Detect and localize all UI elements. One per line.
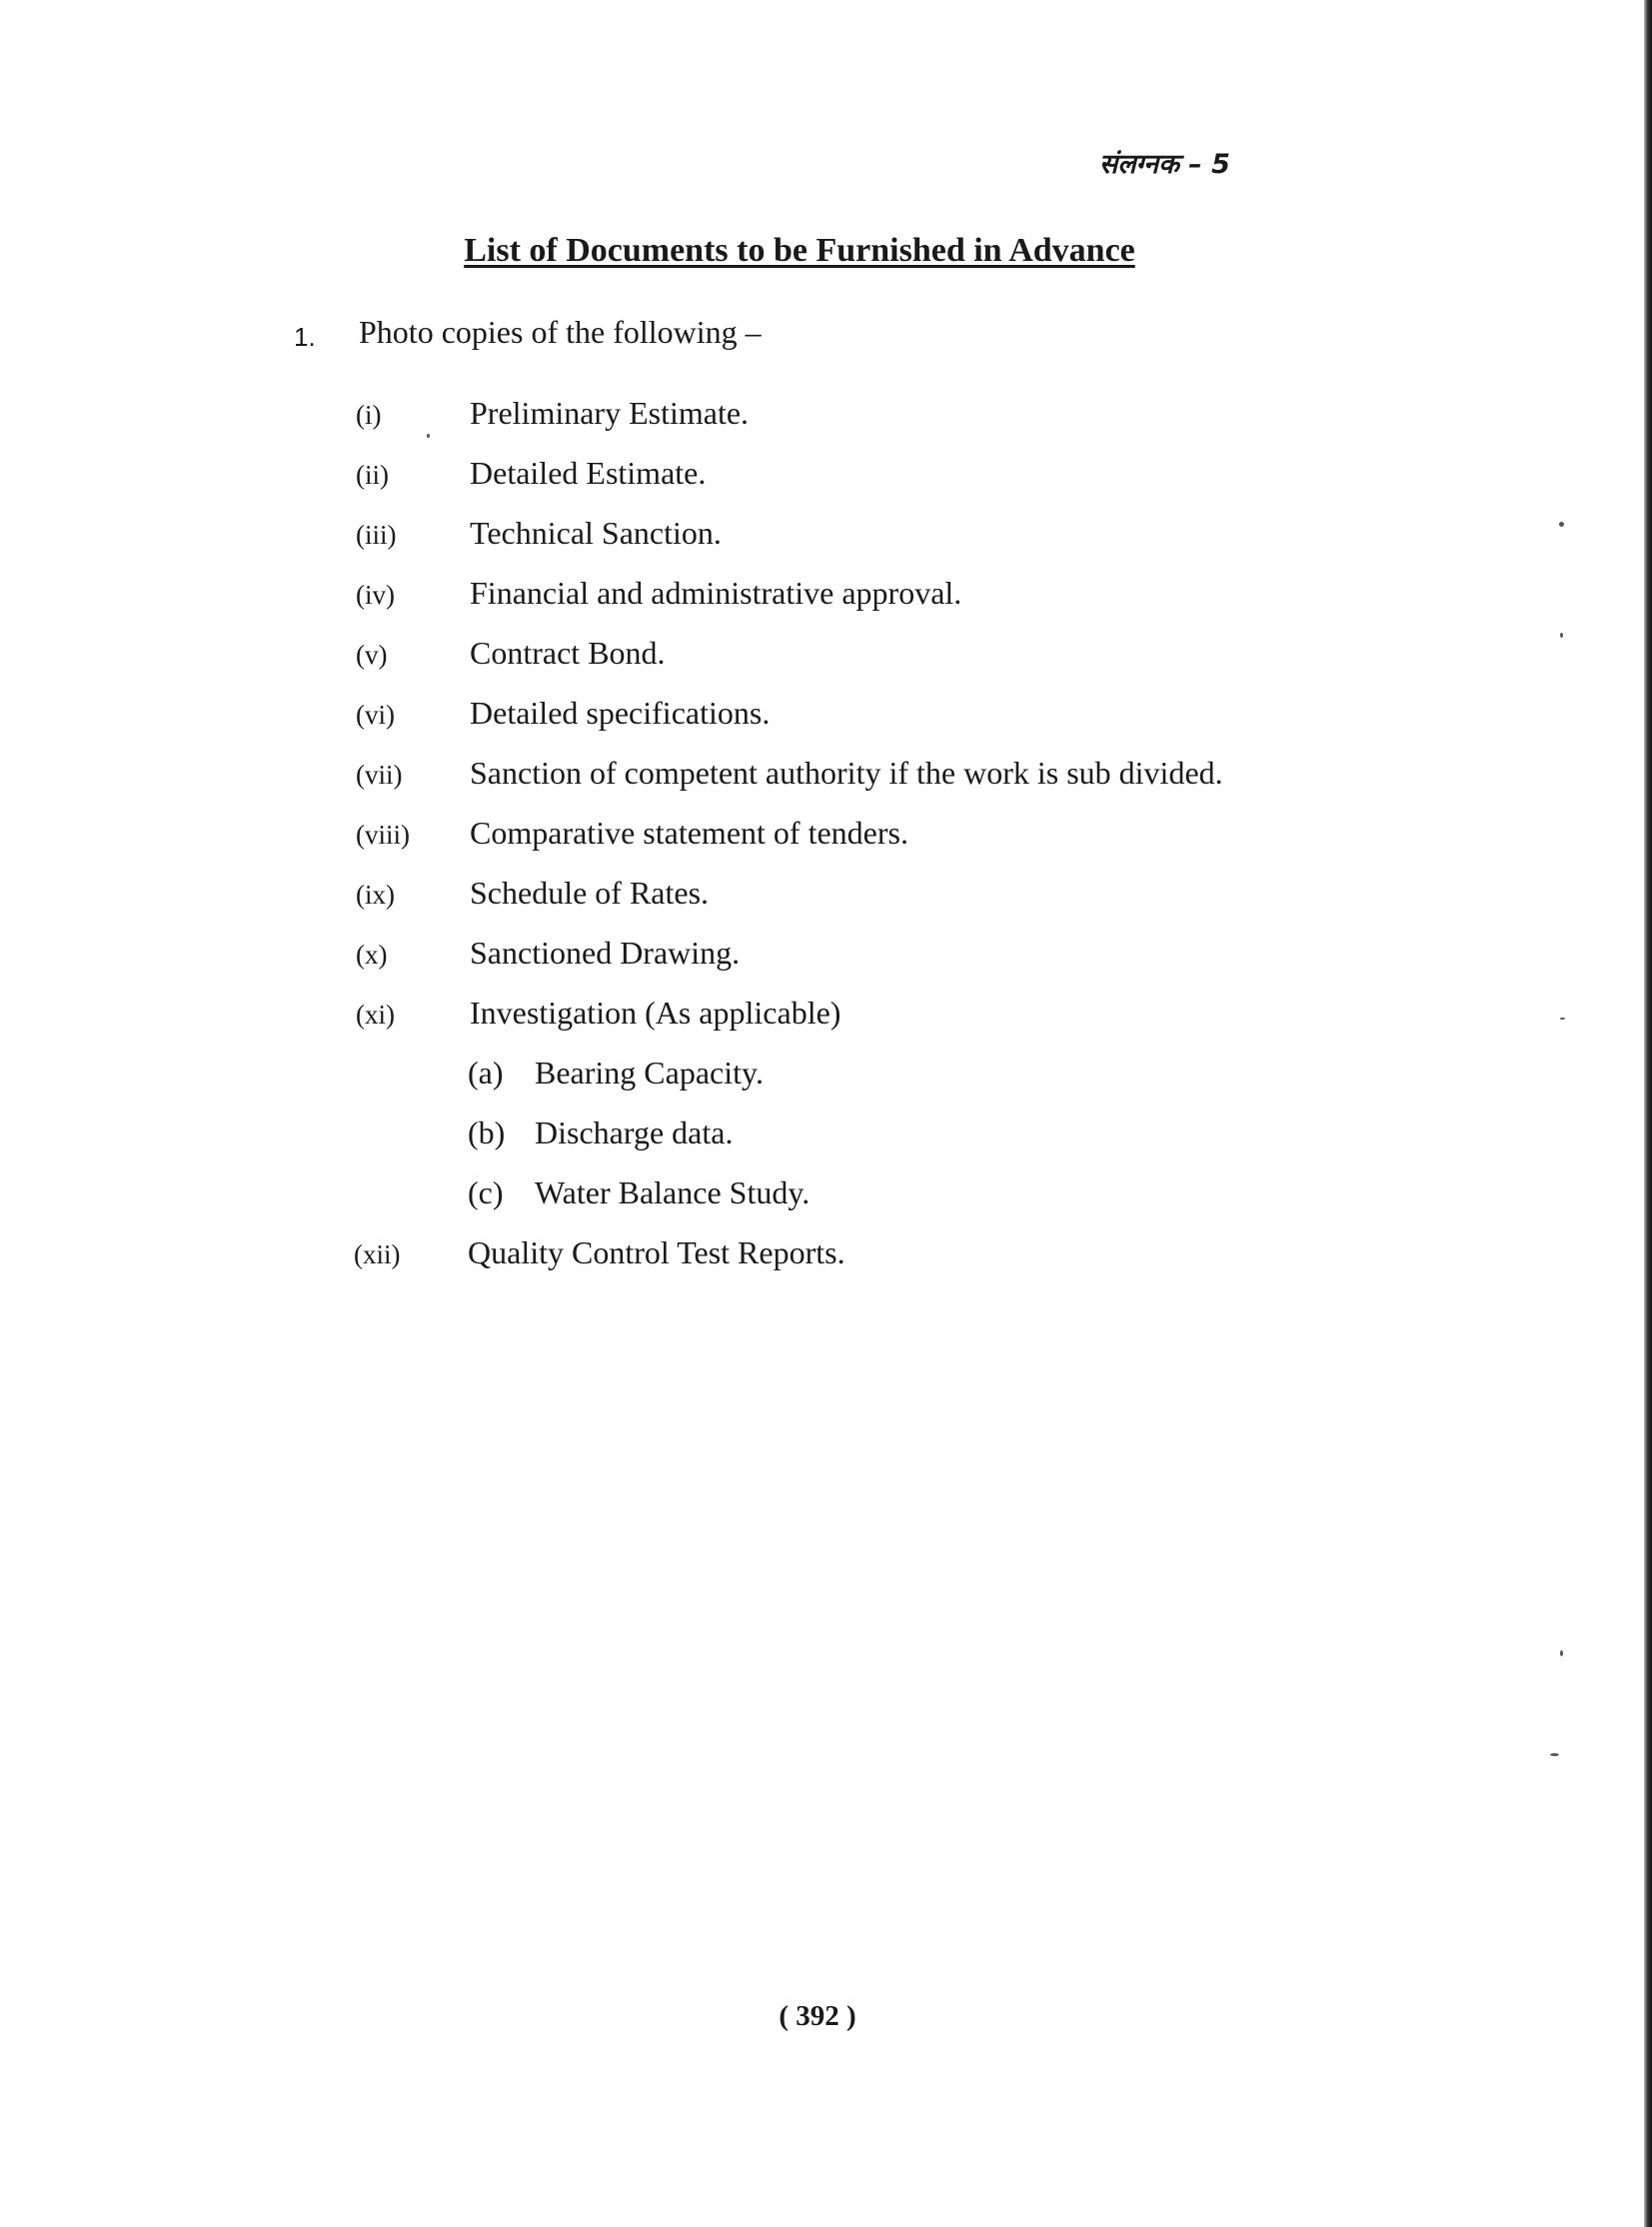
list-item-number: (iii) — [356, 520, 397, 550]
sublist-item-text: Bearing Capacity. — [535, 1055, 764, 1091]
list-item-text: Schedule of Rates. — [470, 875, 710, 911]
list-item-text: Detailed Estimate. — [470, 455, 707, 491]
list-item — [356, 755, 1355, 815]
document-list — [356, 395, 1355, 1294]
list-item-text: Contract Bond. — [470, 635, 666, 671]
list-item-number: (ii) — [356, 460, 389, 490]
list-item — [356, 695, 1355, 755]
scan-speck — [1560, 1018, 1565, 1020]
scan-speck — [1559, 522, 1564, 527]
list-item — [356, 635, 1355, 695]
sublist-item-letter: (b) — [468, 1114, 506, 1150]
document-title: List of Documents to be Furnished in Advance — [464, 232, 1135, 269]
list-item-text: Quality Control Test Reports. — [468, 1234, 845, 1270]
list-item — [356, 935, 1355, 995]
sublist-item-letter: (c) — [468, 1174, 504, 1210]
sublist-item-text: Water Balance Study. — [535, 1174, 811, 1210]
sublist-item-text: Discharge data. — [535, 1114, 734, 1150]
list-item-text: Detailed specifications. — [470, 695, 771, 731]
list-item-number: (v) — [356, 640, 388, 670]
scan-speck — [1560, 633, 1563, 638]
item-text: Photo copies of the following – — [359, 314, 762, 350]
list-item — [356, 875, 1355, 935]
list-item-number: (x) — [356, 940, 388, 970]
list-item — [356, 515, 1355, 575]
sublist-item — [356, 1174, 1355, 1234]
annexure-label: संलग्नक – 5 — [1099, 149, 1230, 180]
list-item-text: Preliminary Estimate. — [470, 395, 750, 431]
list-item-text: Sanctioned Drawing. — [470, 935, 741, 971]
sublist-item — [356, 1055, 1355, 1114]
list-item-number: (xii) — [354, 1239, 401, 1269]
list-item-number: (iv) — [356, 580, 395, 610]
scan-speck — [1550, 1753, 1559, 1756]
list-item — [356, 815, 1355, 875]
list-item — [356, 455, 1355, 515]
sublist-item — [356, 1114, 1355, 1174]
scan-speck — [1560, 1650, 1563, 1656]
list-item-number: (xi) — [356, 1000, 395, 1030]
list-item-number: (vii) — [356, 760, 403, 790]
list-item — [356, 1234, 1355, 1294]
scan-speck — [427, 434, 430, 438]
item-number: 1. — [294, 322, 316, 352]
list-item-number: (vi) — [356, 700, 395, 730]
list-item-text: Technical Sanction. — [470, 515, 722, 551]
list-item — [356, 995, 1355, 1055]
list-item-text: Sanction of competent authority if the work is sub divided. — [470, 755, 1223, 791]
list-item-number: (i) — [356, 400, 382, 430]
list-item-text: Comparative statement of tenders. — [470, 815, 908, 851]
list-item — [356, 395, 1355, 455]
scan-edge-shadow — [1644, 0, 1652, 2227]
list-item-number: (viii) — [356, 820, 410, 850]
sublist-item-letter: (a) — [468, 1055, 504, 1091]
list-item-number: (ix) — [356, 880, 395, 910]
investigation-sublist — [356, 1055, 1355, 1234]
list-item-text: Investigation (As applicable) — [470, 995, 841, 1031]
page-number: ( 392 ) — [779, 2000, 856, 2032]
list-item — [356, 575, 1355, 635]
list-item-text: Financial and administrative approval. — [470, 575, 962, 611]
